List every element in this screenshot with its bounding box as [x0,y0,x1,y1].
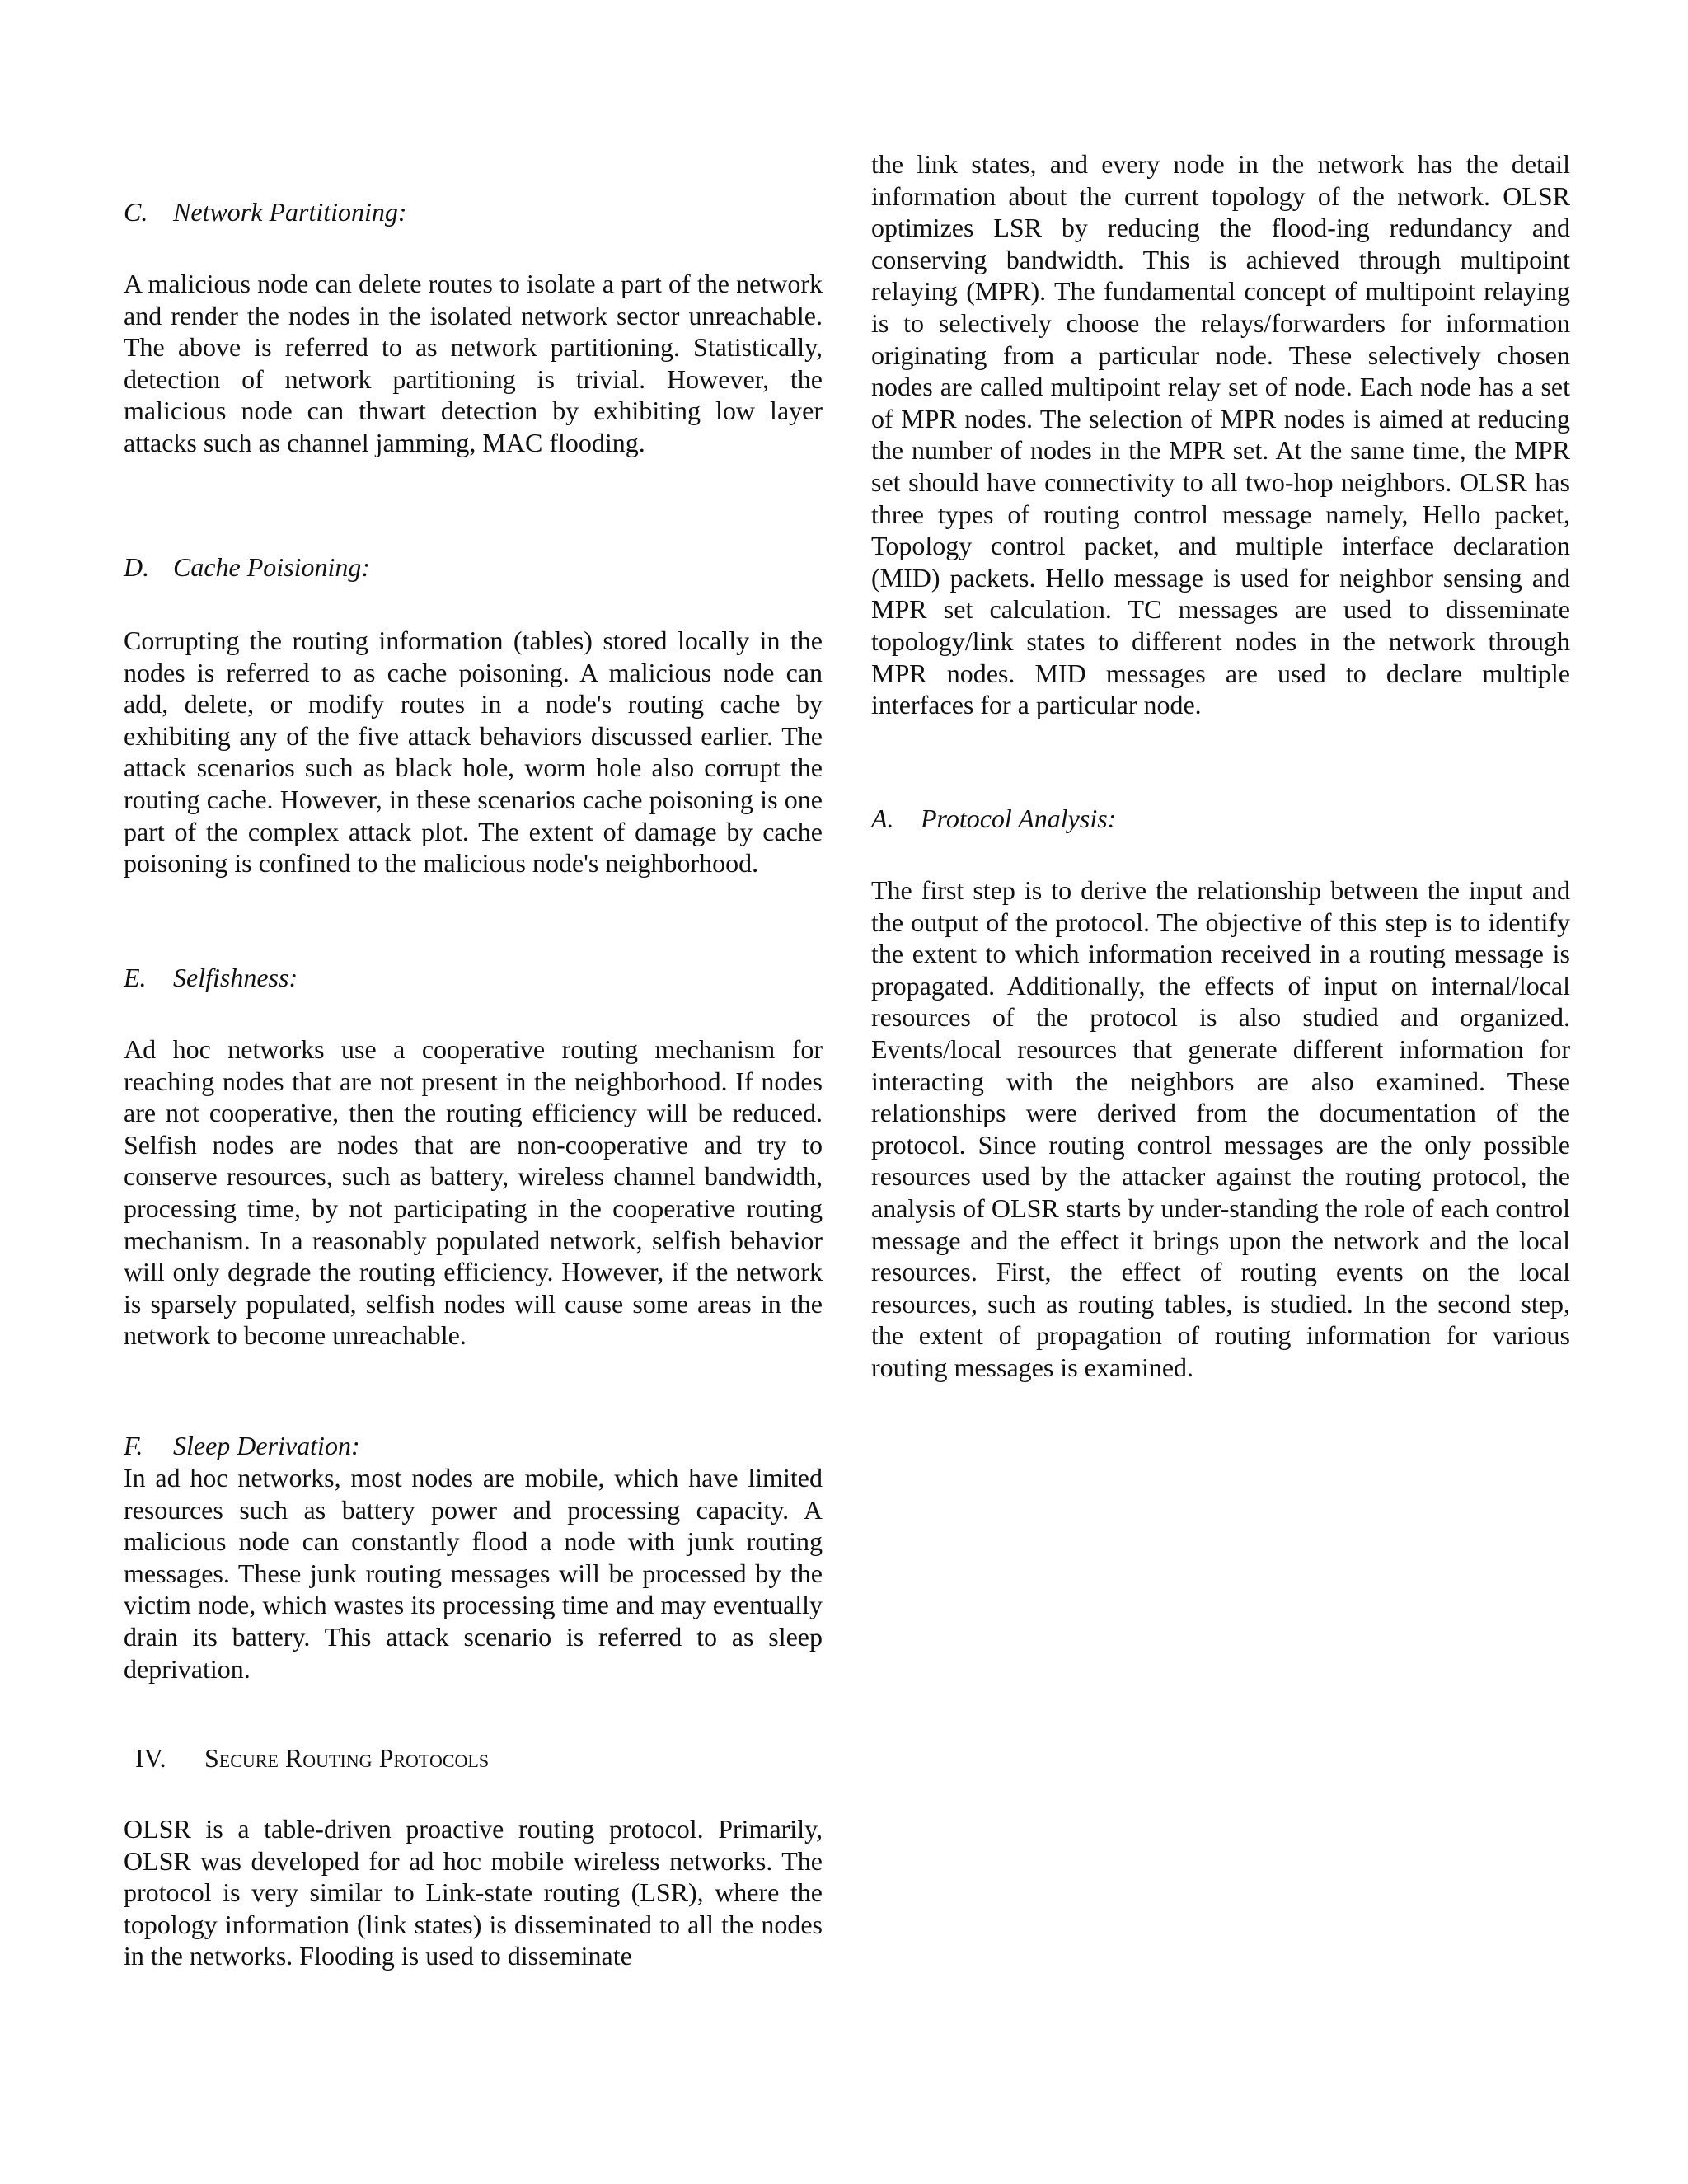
paragraph-cache-poisioning: Corrupting the routing information (tables) stored locally in the nodes is referred to as cache poisoning. A malicious node can add, delete, or modify routes in a node's routing cache by exhibiting any of the five attack behaviors discussed earlier. The attack scenarios such as black hole, worm hole also corrupt the routing cache. However, in these scenarios cache poisoning is one part of the complex attack plot. The extent of damage by cache poisoning is confined to the malicious node's neighborhood. [124,626,823,879]
paragraph-olsr-continuation: the link states, and every node in the network has the detail information about the current topology of the network. OLSR optimizes LSR by reducing the flood-ing redundancy and conserving bandwidth. This is achieved through multipoint relaying (MPR). The fundamental concept of multipoint relaying is to selectively choose the relays/forwarders for information originating from a particular node. These selectively chosen nodes are called multipoint relay set of node. Each node has a set of MPR nodes. The selection of MPR nodes is aimed at reducing the number of nodes in the MPR set. At the same time, the MPR set should have connectivity to all two-hop neighbors. OLSR has three types of routing control message namely, Hello packet, Topology control packet, and multiple interface declaration (MID) packets. Hello message is used for neighbor sensing and MPR set calculation. TC messages are used to disseminate topology/link states to different nodes in the network through MPR nodes. MID messages are used to declare multiple interfaces for a particular node. [871,149,1570,720]
section-title: Network Partitioning: [173,197,407,227]
section-title: Protocol Analysis: [921,804,1117,833]
section-letter: C. [124,197,148,227]
section-letter: F. [124,1431,143,1460]
paragraph-protocol-analysis: The first step is to derive the relationship between the input and the output of the protocol. The objective of this step is to identify the extent to which information received in a routing message is propagated. Additionally, the effects of input on internal/local resources of the protocol is also studied and organized. Events/local resources that generate different information for interacting with the neighbors are also examined. These relationships were derived from the documentation of the protocol. Since routing control messages are the only possible resources used by the attacker against the routing protocol, the analysis of OLSR starts by under-standing the role of each control message and the effect it brings upon the network and the local resources. First, the effect of routing events on the local resources, such as routing tables, is studied. In the second step, the extent of propagation of routing information for various routing messages is examined. [871,875,1570,1382]
section-heading-cache-poisioning [124,551,370,583]
section-letter: E. [124,963,147,992]
section-heading-selfishness [124,962,298,993]
paragraph-olsr-intro: OLSR is a table-driven proactive routing protocol. Primarily, OLSR was developed for ad hoc mobile wireless networks. The protocol is very similar to Link-state routing (LSR), where the topology information (link states) is disseminated to all the nodes in the networks. Flooding is used to disseminate [124,1814,823,1971]
section-letter: A. [871,804,894,833]
section-title: Secure Routing Protocols [204,1743,490,1773]
section-heading-network-partitioning [124,196,407,227]
paragraph-network-partitioning: A malicious node can delete routes to isolate a part of the network and render the nodes in the isolated network sector unreachable. The above is referred to as network partitioning. Statistically, detection of network partitioning is trivial. However, the malicious node can thwart detection by exhibiting low layer attacks such as channel jamming, MAC flooding. [124,269,823,457]
section-title: Sleep Derivation: [173,1431,360,1460]
section-title: Selfishness: [173,963,298,992]
section-title: Cache Poisioning: [173,552,371,582]
paragraph-sleep-derivation: In ad hoc networks, most nodes are mobile, which have limited resources such as battery power and processing capacity. A malicious node can constantly flood a node with junk routing messages. These junk routing messages will be processed by the victim node, which wastes its processing time and may eventually drain its battery. This attack scenario is referred to as sleep deprivation. [124,1463,823,1684]
section-heading-protocol-analysis [871,803,1116,834]
section-heading-sleep-derivation [124,1430,360,1461]
section-roman-numeral: IV. [135,1743,166,1773]
section-heading-secure-routing-protocols [135,1742,489,1774]
paragraph-selfishness: Ad hoc networks use a cooperative routing mechanism for reaching nodes that are not present in the neighborhood. If nodes are not cooperative, then the routing efficiency will be reduced. Selfish nodes are nodes that are non-cooperative and try to conserve resources, such as battery, wireless channel bandwidth, processing time, by not participating in the cooperative routing mechanism. In a reasonably populated network, selfish behavior will only degrade the routing efficiency. However, if the network is sparsely populated, selfish nodes will cause some areas in the network to become unreachable. [124,1034,823,1351]
section-letter: D. [124,552,150,582]
